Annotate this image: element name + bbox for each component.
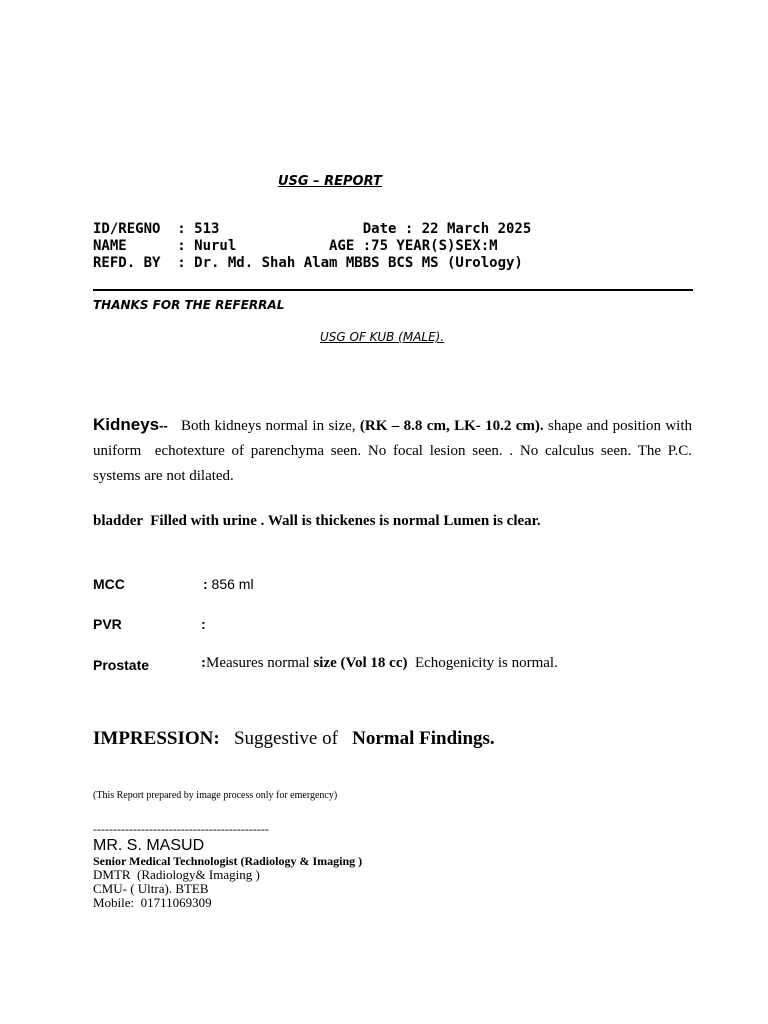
impression-row — [93, 728, 495, 750]
impression-finding: Normal Findings. — [352, 728, 495, 749]
kidneys-text-a: Both kidneys normal in size, — [180, 418, 360, 434]
emergency-note: (This Report prepared by image process only for emergency) — [93, 790, 338, 801]
signatory-degree-1: DMTR (Radiology& Imaging ) — [93, 867, 260, 882]
bladder-text: bladder Filled with urine . Wall is thickenes is normal Lumen is clear. — [93, 513, 541, 529]
prostate-text — [201, 655, 558, 672]
signatory-title: Senior Medical Technologist (Radiology & Imaging ) — [93, 854, 363, 868]
mcc-label: MCC — [93, 576, 125, 592]
header-divider — [93, 289, 693, 291]
prostate-text-a: Measures normal — [206, 655, 314, 671]
id-regno-row: ID/REGNO : 513 Date : 22 March 2025 — [93, 221, 532, 237]
report-title: USG – REPORT — [278, 174, 382, 189]
kidneys-label: Kidneys — [93, 415, 160, 434]
signatory-name: MR. S. MASUD — [93, 837, 205, 854]
exam-subtitle: USG OF KUB (MALE). — [320, 330, 445, 344]
prostate-colon: : — [201, 655, 206, 671]
patient-name-row: NAME : Nurul AGE :75 YEAR(S)SEX:M — [93, 238, 498, 254]
impression-label: IMPRESSION: — [93, 728, 220, 749]
kidneys-dash: -- — [159, 418, 168, 433]
kidneys-text-b: shape and position with uniform echotexture of parenchyma seen. No focal lesion seen. . No calculus seen. The P.C. systems are not dilated. — [93, 418, 708, 484]
mcc-value: 856 ml — [207, 576, 254, 592]
pvr-colon: : — [201, 616, 206, 632]
prostate-size: size (Vol 18 cc) — [313, 655, 408, 671]
referred-by-row: REFD. BY : Dr. Md. Shah Alam MBBS BCS MS (Urology) — [93, 255, 523, 271]
mcc-value-row — [203, 576, 254, 592]
pvr-label: PVR — [93, 616, 122, 632]
impression-text: Suggestive of — [233, 728, 338, 749]
kidneys-measurement: (RK – 8.8 cm, LK- 10.2 cm). — [359, 418, 544, 434]
signature-line: -------------------------------------------- — [93, 822, 269, 836]
thanks-text: THANKS FOR THE REFERRAL — [93, 298, 285, 312]
kidneys-paragraph — [93, 412, 708, 489]
mcc-colon: : — [203, 576, 208, 592]
prostate-label: Prostate — [93, 657, 150, 673]
signatory-degree-2: CMU- ( Ultra). BTEB — [93, 881, 209, 896]
signatory-mobile: Mobile: 01711069309 — [93, 895, 212, 910]
prostate-text-b: Echogenicity is normal. — [407, 655, 558, 671]
